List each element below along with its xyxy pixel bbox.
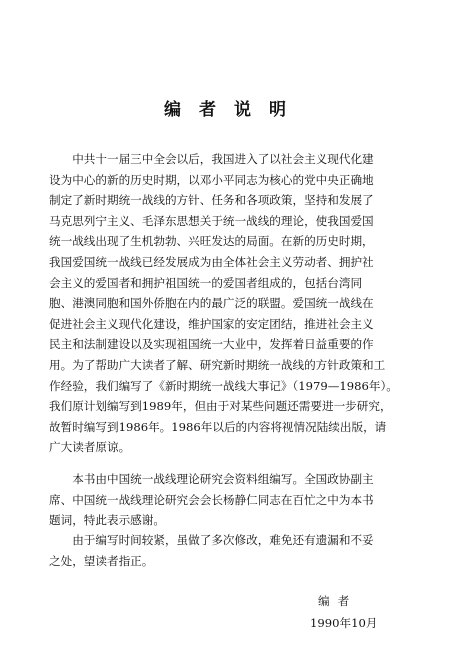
paragraph-apology	[49, 530, 411, 571]
text-line: 题词，特此表示感谢。	[49, 513, 165, 528]
text-line: 广大读者原谅。	[49, 440, 131, 455]
text-line: 由于编写时间较紧，虽做了多次修改，难免还有遗漏和不妥	[49, 533, 374, 547]
text-line: 马克思列宁主义、毛泽东思想关于统一战线的理论，使我国爱国	[49, 213, 374, 228]
paragraph-authorship	[49, 469, 411, 531]
text-line: 席、中国统一战线理论研究会会长杨静仁同志在百忙之中为本书	[49, 492, 374, 507]
text-line: 民主和法制建设以及实现祖国统一大业中，发挥着日益重要的作	[49, 337, 374, 352]
text-line: 用。为了帮助广大读者了解、研究新时期统一战线的方针政策和工	[49, 357, 386, 372]
page-title: 编者说明	[164, 100, 304, 120]
text-line: 作经验，我们编写了《新时期统一战线大事记》（1979—1986年）。	[49, 378, 398, 393]
text-line: 之处，望读者指正。	[49, 553, 154, 568]
text-line: 促进社会主义现代化建设，维护国家的安定团结，推进社会主义	[49, 316, 374, 331]
text-line: 制定了新时期统一战线的方针、任务和各项政策，坚持和发展了	[49, 193, 374, 208]
signature-date: 1990年10月	[310, 616, 378, 630]
text-line: 统一战线出现了生机勃勃、兴旺发达的局面。在新的历史时期，	[49, 234, 374, 249]
text-line: 中共十一届三中全会以后，我国进入了以社会主义现代化建	[49, 152, 374, 166]
signature-author: 编者	[318, 594, 358, 608]
text-line: 胞、港澳同胞和国外侨胞在内的最广泛的联盟。爱国统一战线在	[49, 296, 374, 311]
text-line: 会主义的爱国者和拥护祖国统一的爱国者组成的，包括台湾同	[49, 275, 363, 290]
paragraph-intro	[49, 149, 411, 458]
text-line: 我们原计划编写到1989年，但由于对某些问题还需要进一步研究，	[49, 399, 392, 414]
text-line: 本书由中国统一战线理论研究会资料组编写。全国政协副主	[49, 472, 374, 486]
text-line: 我国爱国统一战线已经发展成为由全体社会主义劳动者、拥护社	[49, 254, 374, 269]
text-line: 故暂时编写到1986年。1986年以后的内容将视情况陆续出版，请	[49, 419, 387, 434]
text-line: 设为中心的新的历史时期，以邓小平同志为核心的党中央正确地	[49, 172, 374, 187]
